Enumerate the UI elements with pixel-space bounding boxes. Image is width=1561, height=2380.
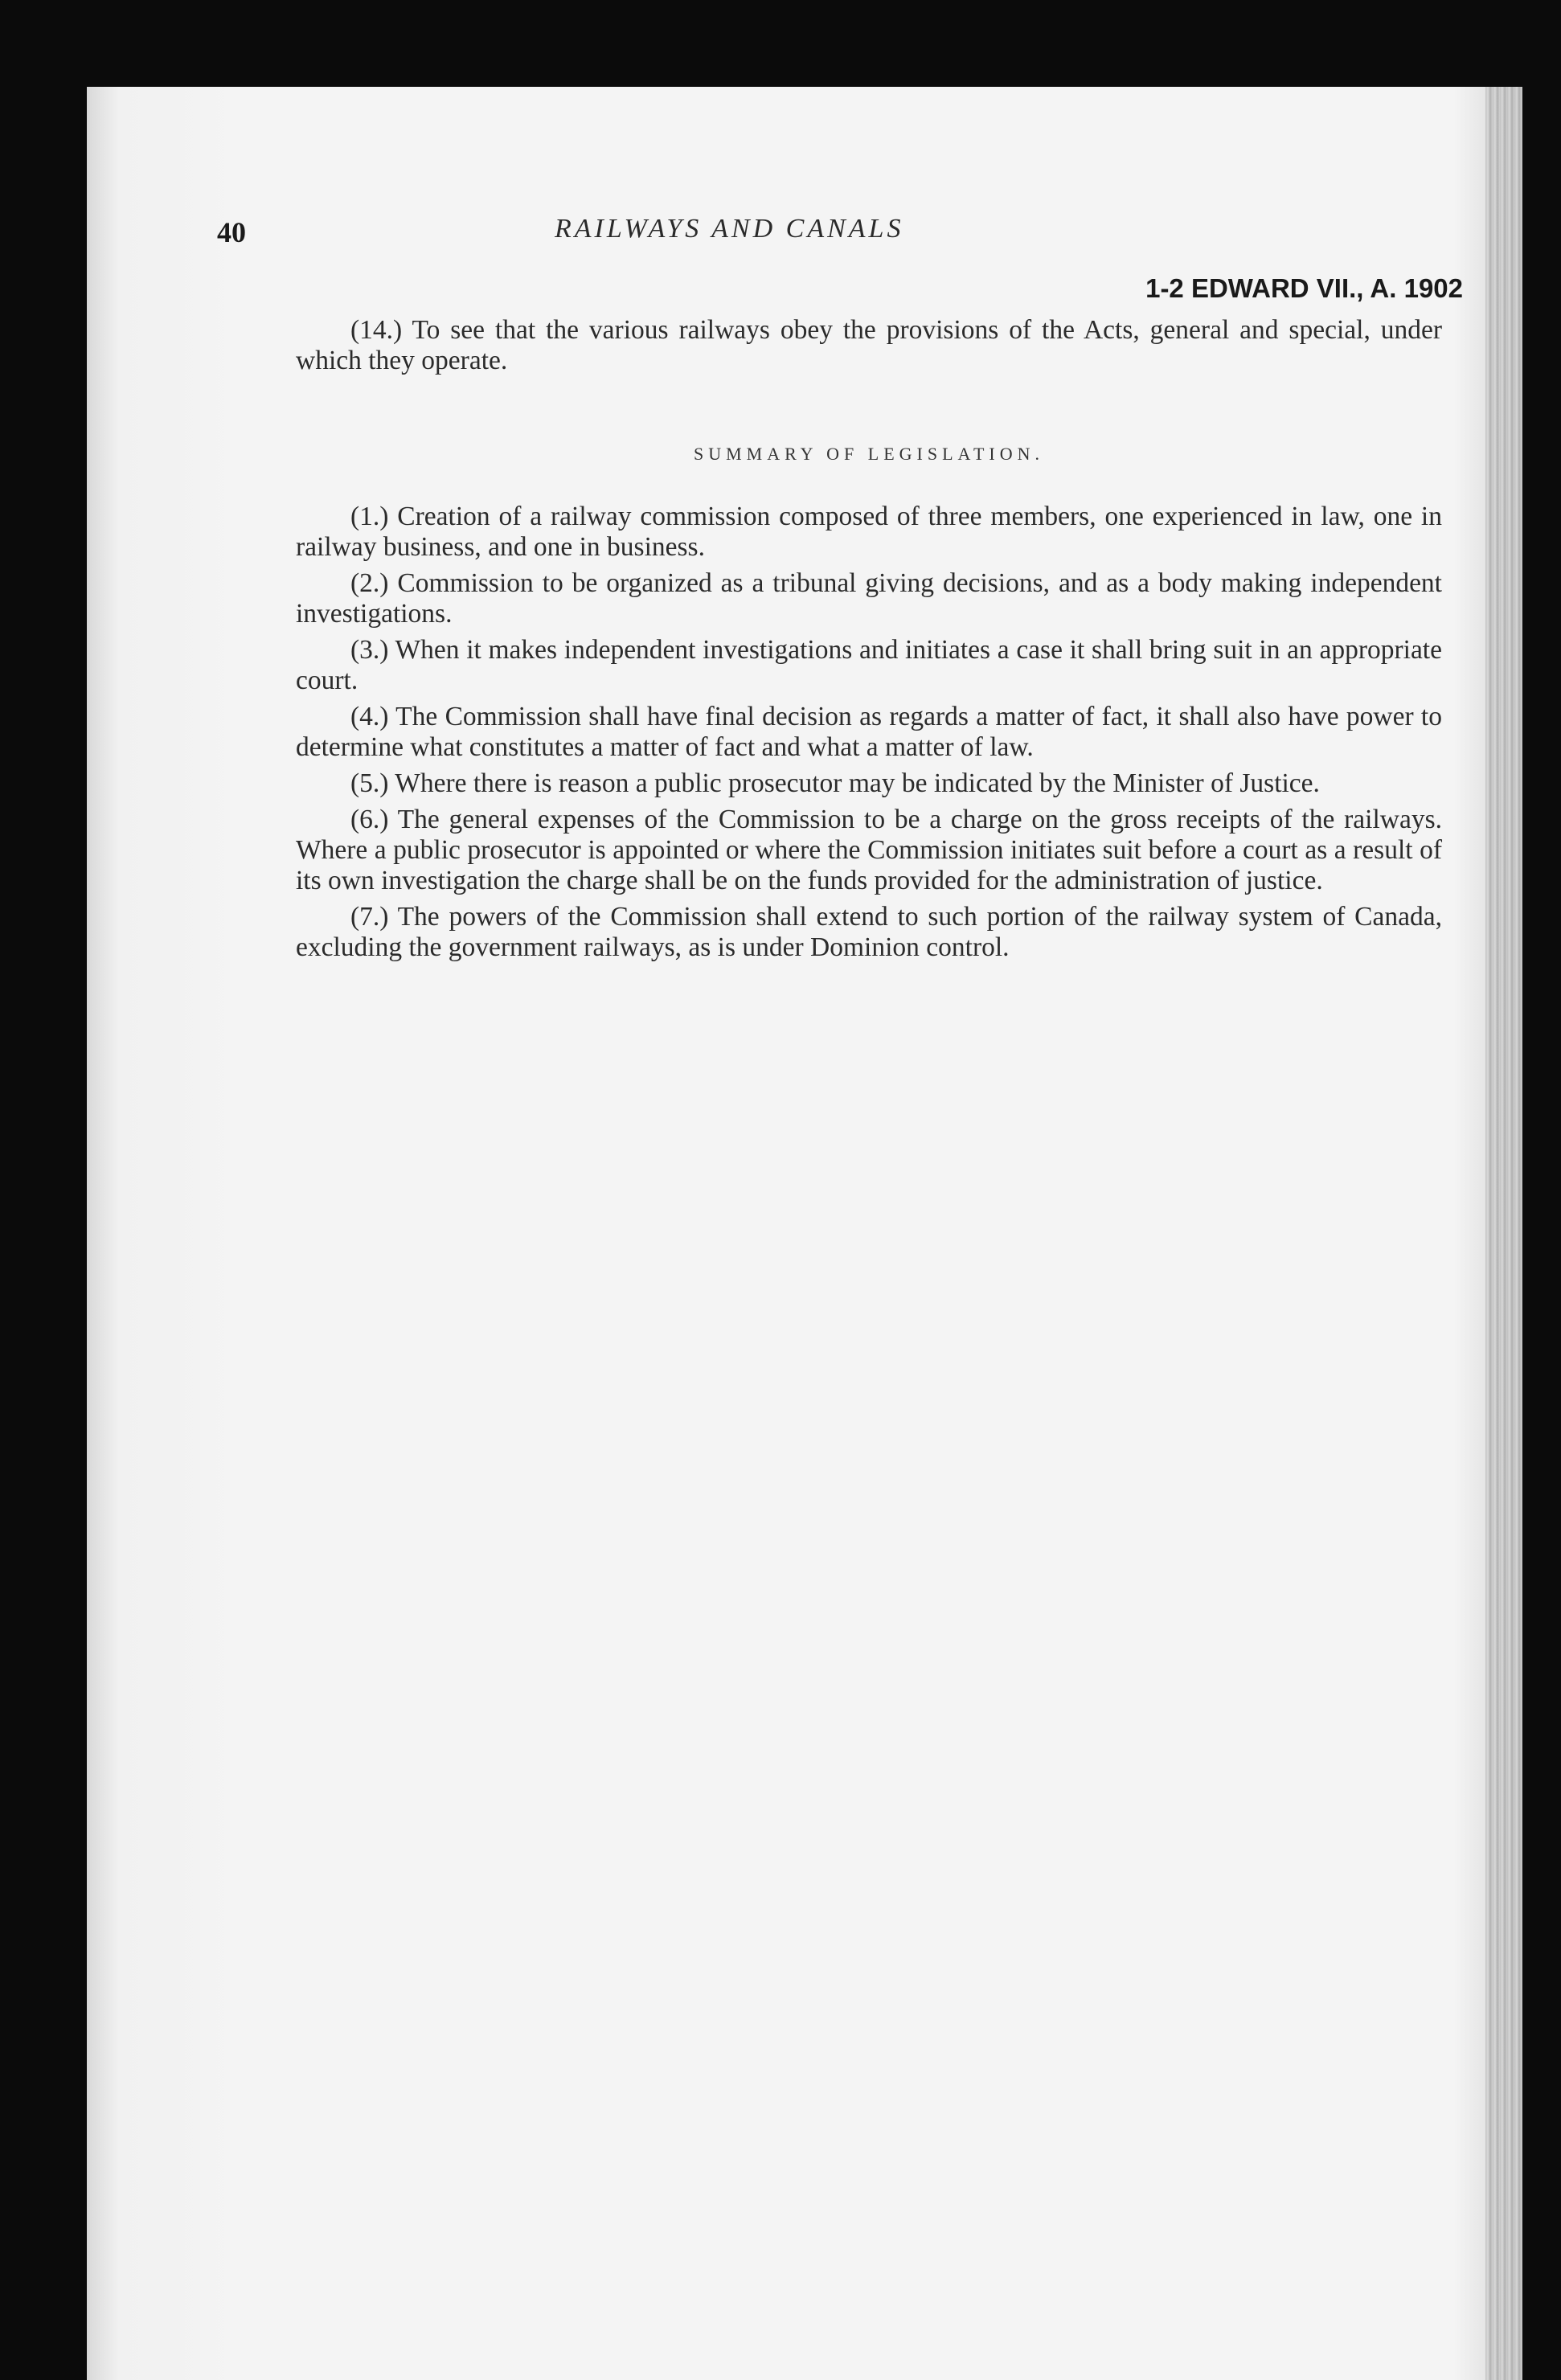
intro-paragraph: (14.) To see that the various railways obey the provisions of the Acts, general and special, under which they operate. [296, 315, 1442, 375]
summary-item-6: (6.) The general expenses of the Commission to be a charge on the gross receipts of the railways. Where a public prosecutor is appointed or where the Commission initiates suit before a court as a result of its own investigation the charge shall be on the funds provided for the administration of justice. [296, 805, 1442, 895]
intro-section [296, 315, 1442, 382]
summary-item-5: (5.) Where there is reason a public prosecutor may be indicated by the Minister of Justice. [350, 768, 1320, 798]
session-heading: 1-2 EDWARD VII., A. 1902 [1145, 273, 1463, 303]
section-heading: SUMMARY OF LEGISLATION. [693, 444, 1045, 464]
summary-item-2: (2.) Commission to be organized as a tribunal giving decisions, and as a body making independent investigations. [296, 568, 1442, 629]
page-number: 40 [217, 216, 246, 248]
summary-item-7: (7.) The powers of the Commission shall extend to such portion of the railway system of Canada, excluding the government railways, as is under Dominion control. [296, 902, 1442, 962]
summary-item-1: (1.) Creation of a railway commission composed of three members, one experienced in law, one in railway business, and one in business. [296, 502, 1442, 562]
page-edge-shadow [1485, 87, 1522, 2380]
scanned-page [87, 87, 1522, 2380]
summary-list [296, 502, 1442, 969]
summary-item-3: (3.) When it makes independent investigations and initiates a case it shall bring suit in an appropriate court. [296, 635, 1442, 695]
summary-item-4: (4.) The Commission shall have final decision as regards a matter of fact, it shall also have power to determine what constitutes a matter of fact and what a matter of law. [296, 702, 1442, 762]
running-title: RAILWAYS AND CANALS [555, 214, 904, 244]
